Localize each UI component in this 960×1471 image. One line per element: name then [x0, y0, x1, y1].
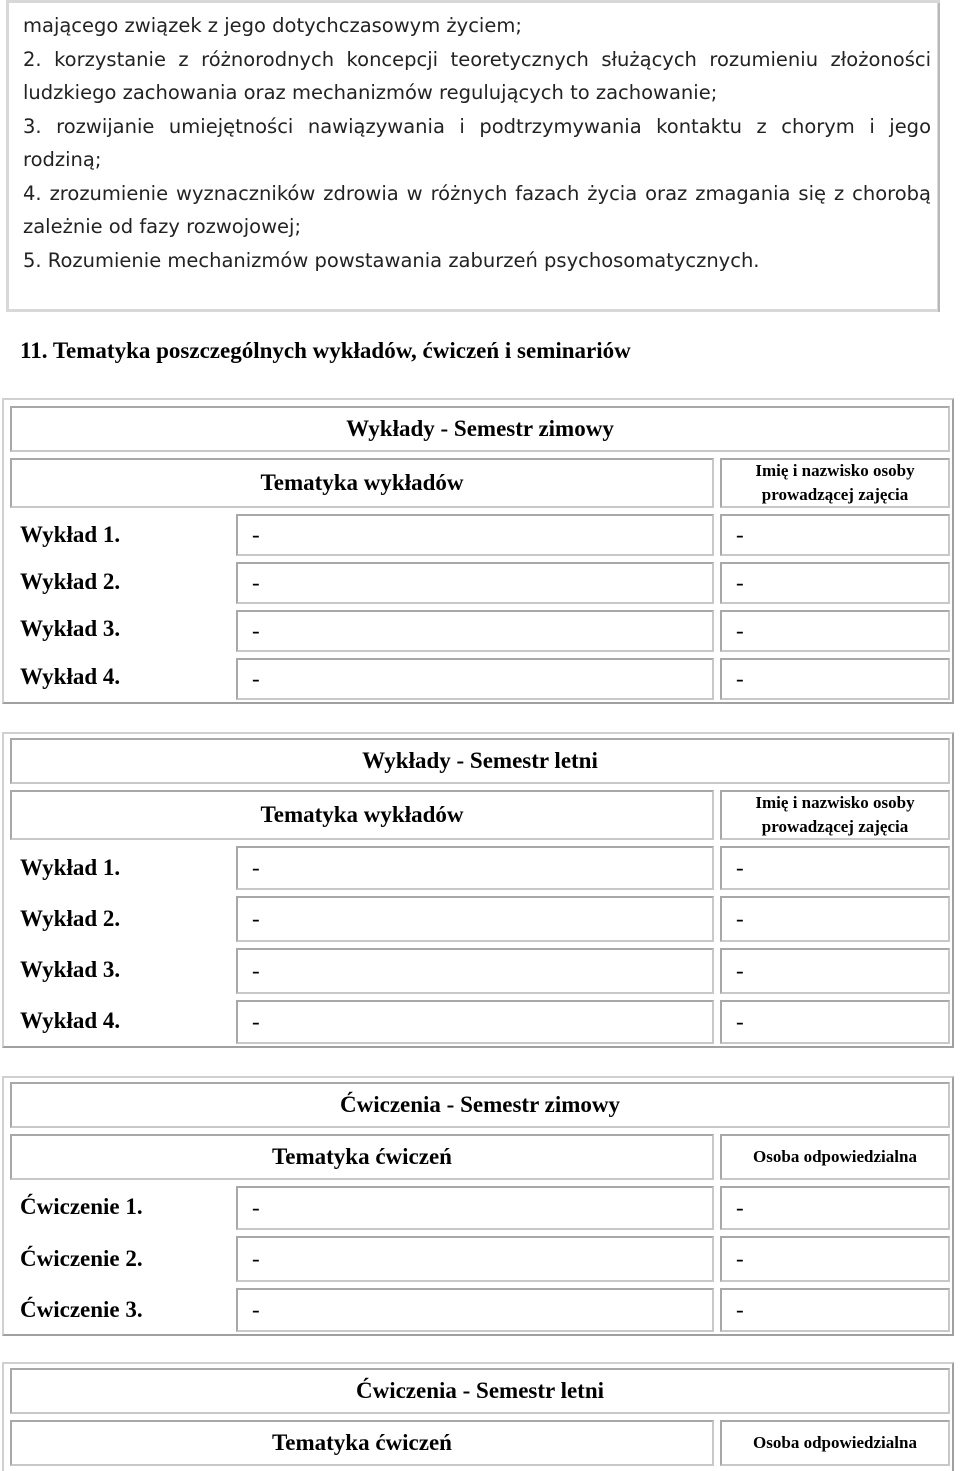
- row-label: Ćwiczenie 2.: [20, 1246, 143, 1271]
- objective-line: 5. Rozumienie mechanizmów powstawania zaburzeń psychosomatycznych.: [23, 248, 760, 272]
- column-header-person: Osoba odpowiedzialna: [720, 1420, 950, 1466]
- person-cell: -: [720, 1288, 950, 1332]
- objective-line: mającego związek z jego dotychczasowym życiem;: [23, 14, 522, 37]
- topic-cell: -: [236, 948, 714, 994]
- table-title: Ćwiczenia - Semestr zimowy: [10, 1082, 950, 1128]
- row-label: Wykład 2.: [20, 569, 121, 594]
- row-label: Wykład 3.: [20, 616, 121, 641]
- objectives-box: [6, 0, 940, 312]
- objective-line: 4. zrozumienie wyznaczników zdrowia w różnych fazach życia oraz zmagania się z chorobą zależnie od fazy rozwojowej;: [23, 181, 931, 238]
- objective-line: 2. korzystanie z różnorodnych koncepcji teoretycznych służących rozumieniu złożoności ludzkiego zachowania oraz mechanizmów regulujących to zachowanie;: [23, 47, 931, 104]
- topic-cell: -: [236, 658, 714, 700]
- row-label: Wykład 3.: [20, 957, 121, 982]
- row-label: Wykład 4.: [20, 1008, 121, 1033]
- lectures-summer-table: [2, 732, 954, 1048]
- objective-line: 3. rozwijanie umiejętności nawiązywania i podtrzymywania kontaktu z chorym i jego rodziną;: [23, 114, 931, 171]
- lectures-winter-table: [2, 398, 954, 704]
- person-cell: -: [720, 1186, 950, 1230]
- topic-cell: -: [236, 846, 714, 890]
- column-header-person: Imię i nazwisko osoby prowadzącej zajęcia: [720, 790, 950, 840]
- person-cell: -: [720, 846, 950, 890]
- column-header-person: Imię i nazwisko osoby prowadzącej zajęcia: [720, 458, 950, 508]
- section-heading: 11. Tematyka poszczególnych wykładów, ćwiczeń i seminariów: [20, 338, 631, 363]
- topic-cell: -: [236, 1186, 714, 1230]
- exercises-winter-table: [2, 1076, 954, 1336]
- row-label: Wykład 4.: [20, 664, 121, 689]
- column-header-topic: Tematyka ćwiczeń: [10, 1420, 714, 1466]
- person-cell: -: [720, 514, 950, 556]
- topic-cell: -: [236, 514, 714, 556]
- person-cell: -: [720, 896, 950, 942]
- row-label: Wykład 1.: [20, 855, 121, 880]
- table-title: Ćwiczenia - Semestr letni: [10, 1368, 950, 1414]
- exercises-summer-table: [2, 1362, 954, 1471]
- topic-cell: -: [236, 610, 714, 652]
- person-cell: -: [720, 948, 950, 994]
- topic-cell: -: [236, 1236, 714, 1282]
- topic-cell: -: [236, 896, 714, 942]
- column-header-topic: Tematyka wykładów: [10, 790, 714, 840]
- topic-cell: -: [236, 562, 714, 604]
- row-label: Wykład 2.: [20, 906, 121, 931]
- row-label: Wykład 1.: [20, 522, 121, 547]
- column-header-topic: Tematyka ćwiczeń: [10, 1134, 714, 1180]
- person-cell: -: [720, 610, 950, 652]
- person-cell: -: [720, 562, 950, 604]
- topic-cell: -: [236, 1000, 714, 1044]
- objectives-text: [23, 9, 931, 277]
- row-label: Ćwiczenie 1.: [20, 1194, 143, 1219]
- row-label: Ćwiczenie 3.: [20, 1297, 143, 1322]
- column-header-topic: Tematyka wykładów: [10, 458, 714, 508]
- table-title: Wykłady - Semestr letni: [10, 738, 950, 784]
- person-cell: -: [720, 1000, 950, 1044]
- person-cell: -: [720, 1236, 950, 1282]
- column-header-person: Osoba odpowiedzialna: [720, 1134, 950, 1180]
- table-title: Wykłady - Semestr zimowy: [10, 406, 950, 452]
- topic-cell: -: [236, 1288, 714, 1332]
- person-cell: -: [720, 658, 950, 700]
